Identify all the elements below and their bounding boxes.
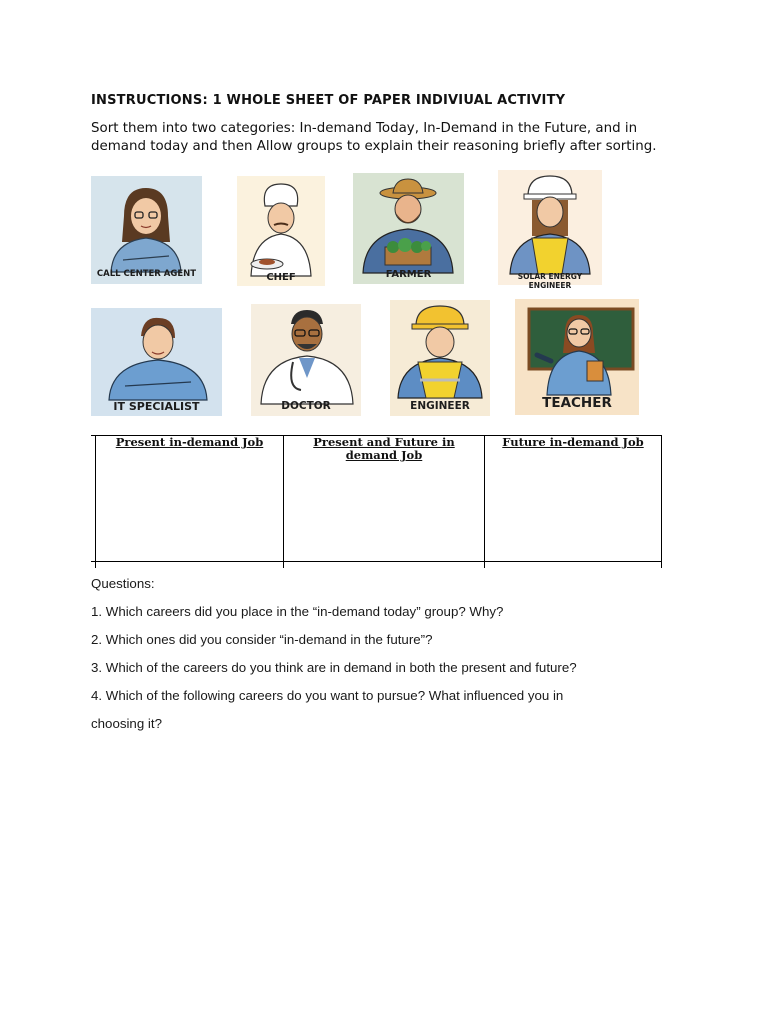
question-item: 1. Which careers did you place in the “in-demand today” group? Why?	[91, 604, 504, 619]
answer-cell-present-and-future[interactable]	[284, 462, 485, 568]
career-card-it-specialist	[91, 308, 222, 416]
solar-energy-engineer-illustration	[498, 170, 602, 285]
answer-cell-future[interactable]	[485, 462, 662, 568]
career-label: DOCTOR	[281, 400, 331, 412]
question-item: 2. Which ones did you consider “in-demand in the future”?	[91, 632, 433, 647]
sort-instructions: Sort them into two categories: In-demand Today, In-Demand in the Future, and in demand today and then Allow groups to explain their reasoning briefly after sorting.	[91, 121, 657, 154]
instructions-heading: INSTRUCTIONS: 1 WHOLE SHEET OF PAPER INDIVIUAL ACTIVITY	[91, 93, 566, 108]
table-bottom-rule	[91, 561, 662, 562]
career-label: IT SPECIALIST	[113, 400, 200, 413]
column-header-future: Future in-demand Job	[485, 435, 662, 462]
career-card-doctor	[251, 304, 361, 416]
career-label: CHEF	[266, 272, 296, 283]
career-card-chef	[237, 176, 325, 286]
career-card-engineer	[390, 300, 490, 416]
career-label: TEACHER	[542, 395, 612, 411]
call-center-agent-illustration	[91, 176, 202, 284]
career-label: CALL CENTER AGENT	[96, 269, 197, 279]
question-item: 3. Which of the careers do you think are in demand in both the present and future?	[91, 660, 577, 675]
questions-heading: Questions:	[91, 576, 155, 591]
career-label: ENGINEER	[410, 400, 470, 412]
chef-illustration	[237, 176, 325, 286]
career-card-solar-energy-engineer	[498, 170, 602, 290]
column-header-present: Present in-demand Job	[96, 435, 284, 462]
sorting-table	[95, 435, 662, 568]
engineer-illustration	[390, 300, 490, 416]
career-label: SOLAR ENERGY ENGINEER	[517, 272, 583, 290]
career-card-call-center-agent	[91, 176, 202, 284]
farmer-illustration	[353, 173, 464, 284]
column-header-present-and-future: Present and Future in demand Job	[284, 435, 485, 462]
question-item-continued: choosing it?	[91, 716, 162, 731]
answer-cell-present[interactable]	[96, 462, 284, 568]
career-card-farmer	[353, 173, 464, 284]
question-item: 4. Which of the following careers do you want to pursue? What influenced you in	[91, 688, 564, 703]
career-label: FARMER	[385, 269, 432, 280]
career-card-teacher	[515, 299, 639, 415]
